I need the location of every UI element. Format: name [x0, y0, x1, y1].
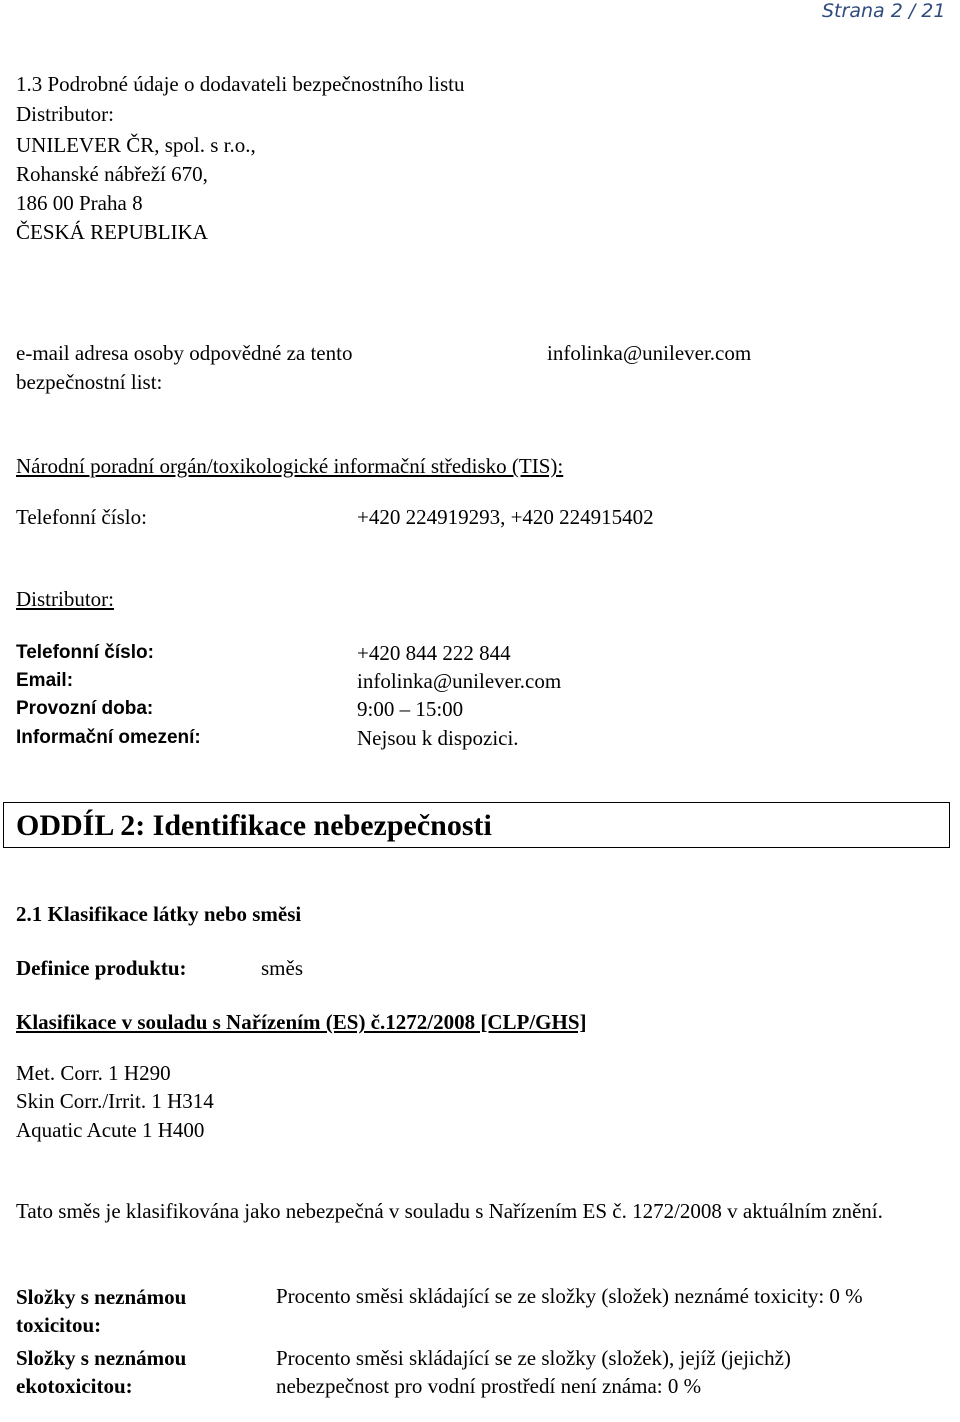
distributor-phone-value: +420 844 222 844	[357, 641, 511, 665]
unknown-ecotoxicity-value: Procento směsi skládající se ze složky (složek), jejíž (jejichž) nebezpečnost pro vodní prostředí není známa: 0 %	[276, 1346, 791, 1398]
unknown-toxicity-value: Procento směsi skládající se ze složky (složek) neznámé toxicity: 0 %	[276, 1284, 863, 1308]
distributor-email-label: Email:	[16, 670, 74, 691]
supplier-address-line: UNILEVER ČR, spol. s r.o.,	[16, 133, 256, 157]
unknown-ecotoxicity-label: Složky s neznámou ekotoxicitou:	[16, 1346, 187, 1398]
unknown-toxicity-label: Složky s neznámou toxicitou:	[16, 1285, 187, 1337]
email-responsible-value[interactable]: infolinka@unilever.com	[547, 341, 752, 365]
distributor-info-limit-value: Nejsou k dispozici.	[357, 726, 519, 750]
supplier-address-line: 186 00 Praha 8	[16, 191, 143, 215]
supplier-distributor-label: Distributor:	[16, 102, 114, 126]
hazard-class: Met. Corr. 1 H290	[16, 1061, 171, 1085]
supplier-address-line: Rohanské nábřeží 670,	[16, 162, 208, 186]
email-responsible-label-1: e-mail adresa osoby odpovědné za tento	[16, 341, 353, 365]
tis-phone-value: +420 224919293, +420 224915402	[357, 505, 654, 529]
distributor-email-value[interactable]: infolinka@unilever.com	[357, 669, 562, 693]
product-definition-label: Definice produktu:	[16, 956, 187, 980]
supplier-heading: 1.3 Podrobné údaje o dodavateli bezpečnostního listu	[16, 72, 465, 96]
distributor-hours-value: 9:00 – 15:00	[357, 697, 464, 721]
email-responsible-label-2: bezpečnostní list:	[16, 370, 163, 394]
page-number: Strana 2 / 21	[822, 0, 946, 22]
hazard-class: Aquatic Acute 1 H400	[16, 1118, 205, 1142]
tis-heading: Národní poradní orgán/toxikologické informační středisko (TIS):	[16, 454, 564, 478]
classification-subheading: 2.1 Klasifikace látky nebo směsi	[16, 902, 302, 926]
product-definition-value: směs	[261, 956, 303, 980]
distributor-phone-label: Telefonní číslo:	[16, 642, 154, 663]
tis-phone-label: Telefonní číslo:	[16, 505, 147, 529]
distributor-hours-label: Provozní doba:	[16, 698, 154, 719]
distributor-heading: Distributor:	[16, 587, 114, 611]
section-2-title: ODDÍL 2: Identifikace nebezpečnosti	[16, 809, 492, 842]
hazard-class: Skin Corr./Irrit. 1 H314	[16, 1089, 214, 1113]
supplier-address-line: ČESKÁ REPUBLIKA	[16, 220, 208, 244]
classification-statement: Tato směs je klasifikována jako nebezpečná v souladu s Nařízením ES č. 1272/2008 v aktuálním znění.	[16, 1199, 883, 1223]
distributor-info-limit-label: Informační omezení:	[16, 727, 201, 748]
clp-classification-heading: Klasifikace v souladu s Nařízením (ES) č.1272/2008 [CLP/GHS]	[16, 1010, 587, 1034]
